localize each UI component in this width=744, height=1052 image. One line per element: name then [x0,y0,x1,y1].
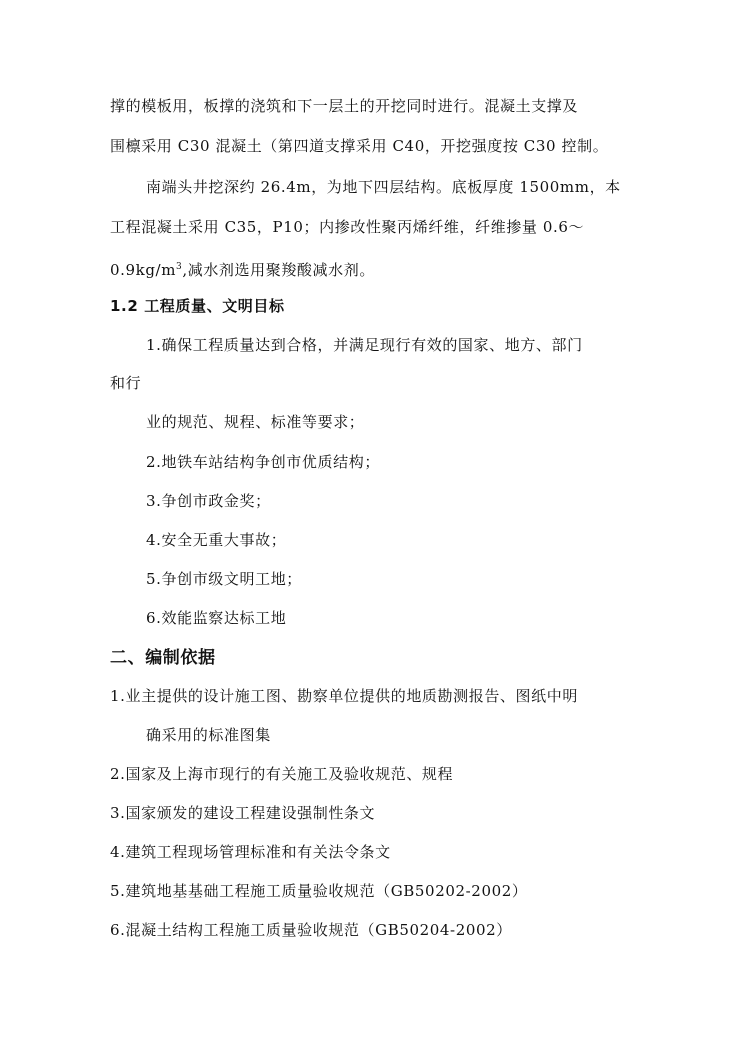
paragraph-line: 工程混凝土采用 C35，P10；内掺改性聚丙烯纤维，纤维掺量 0.6～ [110,218,585,236]
list-item: 5.建筑地基基础工程施工质量验收规范（GB50202-2002） [110,882,528,900]
list-item: 6.效能监察达标工地 [146,609,287,627]
paragraph-line: 南端头井挖深约 26.4m，为地下四层结构。底板厚度 1500mm，本 [146,178,621,196]
list-item: 6.混凝土结构工程施工质量验收规范（GB50204-2002） [110,921,512,939]
list-item: 1.确保工程质量达到合格，并满足现行有效的国家、地方、部门 [146,336,583,354]
list-item: 4.建筑工程现场管理标准和有关法令条文 [110,843,391,861]
paragraph-text: ,减水剂选用聚羧酸减水剂。 [182,261,375,279]
list-item: 3.国家颁发的建设工程建设强制性条文 [110,804,376,822]
paragraph-line [110,257,375,280]
list-item: 2.地铁车站结构争创市优质结构； [146,453,380,471]
paragraph-line: 撑的模板用，板撑的浇筑和下一层土的开挖同时进行。混凝土支撑及 [110,97,579,115]
paragraph-line: 围檩采用 C30 混凝土（第四道支撑采用 C40，开挖强度按 C30 控制。 [110,137,609,155]
unit-text: 0.9kg/m [110,261,177,279]
list-item-continuation: 和行 [110,374,142,392]
list-item: 5.争创市级文明工地； [146,570,302,588]
list-item: 1.业主提供的设计施工图、勘察单位提供的地质勘测报告、图纸中明 [110,687,578,705]
superscript: 3 [176,262,183,272]
list-item: 3.争创市政金奖； [146,492,271,510]
section-heading-1-2: 1.2 工程质量、文明目标 [110,297,285,315]
list-item-continuation: 确采用的标准图集 [146,726,271,744]
list-item: 4.安全无重大事故； [146,531,287,549]
list-item-continuation: 业的规范、规程、标准等要求； [146,413,365,431]
section-heading-2: 二、编制依据 [110,648,216,668]
list-item: 2.国家及上海市现行的有关施工及验收规范、规程 [110,765,454,783]
